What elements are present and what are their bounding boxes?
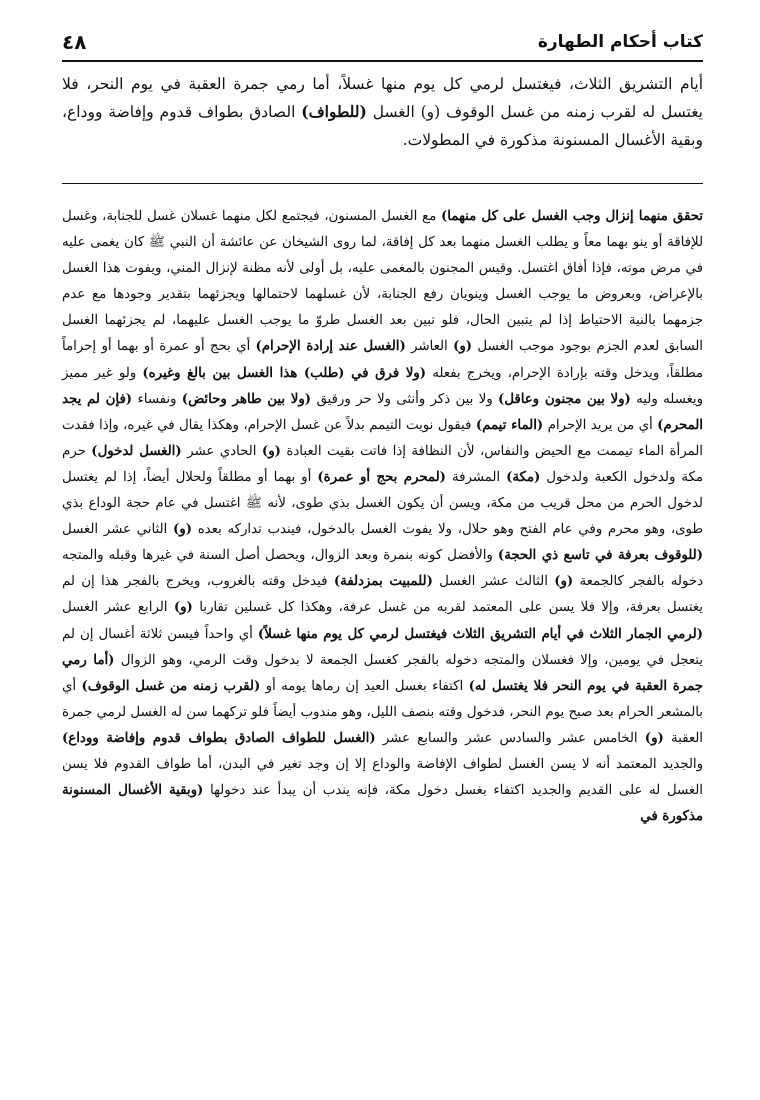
commentary-text: فيدخل وقته بالغروب، ويخرج بالفجر هذا إن لم يغتسل بعرفة، وإلا فلا يسن على المعتمد لقربه من غسل عرفة، وهكذا كل غسلين تقاربا (62, 574, 703, 616)
matn-quote: (الغسل لدخول) (91, 443, 182, 459)
matn-quote: (لمحرم بحج أو عمرة) (317, 469, 446, 485)
commentary-text: أي بحج أو عمرة أو بهما أو إحراماً مطلقاً، ويدخل وقته بإرادة الإحرام، ويخرج بفعله (62, 339, 703, 381)
running-header (62, 30, 703, 62)
commentary-text: الخامس عشر والسادس عشر والسابع عشر (375, 730, 645, 746)
matn-quote: (و) (172, 522, 192, 538)
book-title: كتاب أحكام الطهارة (537, 32, 703, 52)
commentary-text: أو بهما أو مطلقاً ولحلال أيضاً، إذا لم يغتسل لدخول الحرم من محل قريب من مكة، ويسن أن يكون الغسل بذي طوى، لأنه ﷺ اغتسل في عام حجة الوداع بذي طوى، وهو محرم وفي عام الفتح وهو حلال، ولا يفوت الغسل بالدخول، فيندب تداركه بعده (62, 469, 703, 538)
matn-quote: (ولا بين طاهر وحائض) (181, 391, 312, 407)
matn-quote: (و) (453, 339, 473, 355)
commentary-paragraph (62, 204, 703, 830)
footnote-separator-rule (62, 183, 703, 184)
matn-quote: (ولا فرق في (طلب) هذا الغسل بين بالغ وغيره) (142, 365, 427, 381)
commentary-text: الحادي عشر (181, 443, 262, 459)
commentary-text: والجديد المعتمد أنه لا يسن الغسل لطواف الإفاضة والوداع إلا إن وجد تغير في البدن، أما طواف القدوم فلا يسن الغسل له على القديم والجديد اكتفاء بغسل دخول مكة، فإنه يندب أن يبدأ عند دخولها (62, 756, 703, 799)
commentary-text: الصادق بطواف قدوم وإفاضة ووداع، وبقية الأغسال المسنونة مذكورة في المطولات. (62, 103, 703, 149)
commentary-text: حرم مكة ولدخول الكعبة ولدخول (62, 443, 703, 485)
matn-quote: (و) (261, 443, 281, 459)
matn-quote: (الماء تيمم) (475, 417, 544, 433)
matn-quote: (و) (644, 730, 664, 746)
page-number: ٤٨ (62, 30, 87, 54)
matn-quote: (للوقوف بعرفة في تاسع ذي الحجة) (497, 548, 704, 564)
commentary-text: أي من يريد الإحرام (543, 417, 658, 433)
commentary-text: مع الغسل المسنون، فيجتمع لكل منهما غسلان غسل للجنابة، وغسل للإفاقة أو ينو بهما معاً و يطلب الغسل منهما بعد كل إفاقة، لما روى الشيخان عن عائشة أن النبي ﷺ كان يغمى عليه في مرض موته، فإذا أفاق اغتسل. وقيس المجنون بالمغمى عليه، بل أولى لأنه مظنة لإنزال المني، ويفوت هذا الغسل بالإعراض، وبعروض ما يوجب الغسل وينويان رفع الجنابة، لأن غسلهما لاحتمالها ويجزئهما بتقدير وجودها مع عدم جزمهما بالنية الاحتياط إذا لم يتبين الحال، فلو تبين بعد الغسل طروّ ما يوجب الغسل عليهما، لم يجزئهما الغسل السابق لعدم الجزم بوجود موجب الغسل (62, 209, 703, 355)
matn-quote: (لرمي الجمار الثلاث في أيام التشريق الثلاث فيغتسل لرمي كل يوم منها غسلاً) (257, 626, 703, 642)
commentary-text: الرابع عشر الغسل (62, 600, 174, 616)
commentary-text: فيقول نويت التيمم بدلاً عن غسل الإحرام، وهكذا يقال في غيره، وإذا فقدت المرأة الماء تيممت مع الحيض والنفاس، لأن النظافة إذا فاتت بقيت العبادة (62, 417, 703, 459)
commentary-text: الثالث عشر الغسل (432, 574, 555, 590)
matn-quote: (الغسل للطواف الصادق بطواف قدوم وإفاضة ووداع) (62, 730, 376, 746)
matn-quote: (فإن لم يجد المحرم) (62, 391, 703, 433)
commentary-text: أي واحداً فيسن ثلاثة أغسال إن لم يتعجل في يومين، وإلا فغسلان والمتجه دخوله بالفجر كغسل الجمعة لا بدخول وقت الرمي، وهو الزوال (62, 626, 703, 668)
main-text-paragraph (62, 70, 703, 154)
matn-quote: (للمبيت بمزدلفة) (333, 574, 433, 590)
matn-quote: (لقرب زمنه من غسل الوقوف) (81, 678, 261, 694)
matn-quote: (الغسل عند إرادة الإحرام) (255, 339, 406, 355)
commentary-text: أي بالمشعر الحرام بعد صبح يوم النحر، فدخول وقته بنصف الليل، وهو مندوب أيضاً فلو تركهما سن له الغسل لرمي جمرة العقبة (62, 678, 704, 746)
commentary-text: اكتفاء بغسل العيد إن رماها يومه أو (260, 678, 469, 694)
commentary-text: العاشر (405, 339, 454, 355)
commentary-text: ونفساء (132, 391, 182, 407)
matn-quote: (وبقية الأغسال المسنونة مذكورة في (62, 783, 703, 825)
commentary-text: أيام التشريق الثلاث، فيغتسل لرمي كل يوم منها غسلاً، أما رمي جمرة العقبة في يوم النحر، فلا يغتسل له لقرب زمنه من غسل الوقوف (و) الغسل (62, 75, 703, 121)
matn-quote: (ولا بين مجنون وعاقل) (497, 391, 631, 407)
commentary-text: الثاني عشر الغسل (62, 522, 173, 538)
commentary-text: والأفضل كونه بنمرة وبعد الزوال، ويحصل أصل السنة في غيرها وقبله والمتجه دخوله بالفجر كالجمعة (62, 548, 703, 590)
commentary-text: المشرفة (445, 469, 507, 485)
matn-quote: (و) (173, 600, 193, 616)
matn-quote: تحقق منهما إنزال وجب الغسل على كل منهما) (440, 209, 703, 224)
matn-quote: (و) (554, 574, 574, 590)
matn-quote: (أما رمي جمرة العقبة في يوم النحر فلا يغتسل له) (62, 652, 703, 694)
matn-quote: (مكة) (506, 469, 541, 485)
commentary-text: ولا بين ذكر وأنثى ولا حر ورقيق (311, 391, 498, 407)
matn-quote: (للطواف) (301, 102, 367, 121)
commentary-text: ولو غير مميز ويغسله وليه (62, 365, 704, 407)
